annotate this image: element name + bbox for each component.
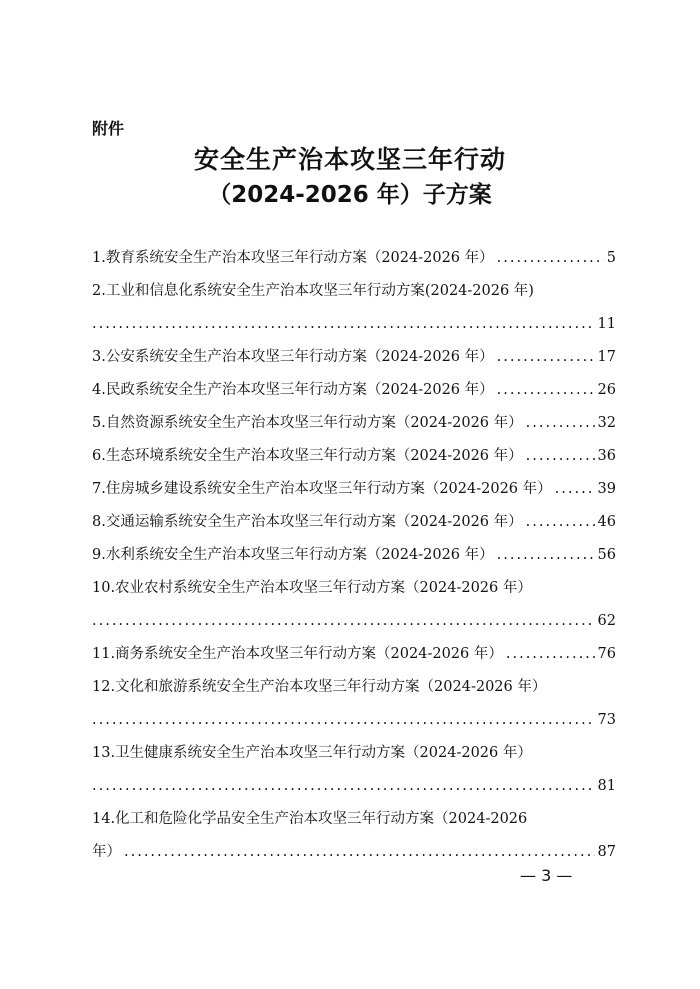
toc-page-number: 76 (597, 646, 616, 662)
toc-entry[interactable]: 9.水利系统安全生产治本攻坚三年行动方案（2024-2026 年） ..... 56 (92, 539, 616, 572)
toc-entry[interactable]: 14.化工和危险化学品安全生产治本攻坚三年行动方案（2024-2026 (92, 811, 528, 827)
toc-page-number: 36 (597, 448, 616, 464)
toc-entry[interactable]: 12.文化和旅游系统安全生产治本攻坚三年行动方案（2024-2026 年） (92, 679, 547, 695)
toc-entry[interactable]: 5.自然资源系统安全生产治本攻坚三年行动方案（2024-2026 年） ..... 32 (92, 407, 616, 440)
document-subtitle: （2024-2026 年）子方案 (208, 182, 492, 208)
toc-entry[interactable]: 4.民政系统安全生产治本攻坚三年行动方案（2024-2026 年） ..... 26 (92, 374, 616, 407)
toc-entry-continuation[interactable] (92, 308, 616, 341)
toc-entry[interactable]: 11.商务系统安全生产治本攻坚三年行动方案（2024-2026 年） ..... 76 (92, 638, 616, 671)
toc-entry[interactable]: 1.教育系统安全生产治本攻坚三年行动方案（2024-2026 年） ..... 5 (92, 242, 616, 275)
toc-page-number: 32 (597, 415, 616, 431)
toc-entry-continuation[interactable] (92, 770, 616, 803)
attachment-label: 附件 (92, 119, 125, 138)
toc-page-number: 5 (606, 250, 616, 266)
toc-entry[interactable]: 3.公安系统安全生产治本攻坚三年行动方案（2024-2026 年） ..... 17 (92, 341, 616, 374)
toc-entry[interactable]: 10.农业农村系统安全生产治本攻坚三年行动方案（2024-2026 年） (92, 580, 532, 596)
toc-page-number: 26 (597, 382, 616, 398)
toc-page-number: 39 (597, 481, 616, 497)
toc-page-number: 56 (597, 547, 616, 563)
toc-entry-continuation[interactable] (92, 605, 616, 638)
toc-entry[interactable]: 8.交通运输系统安全生产治本攻坚三年行动方案（2024-2026 年） ..... 46 (92, 506, 616, 539)
toc-page-number: 81 (597, 778, 616, 794)
toc-entry[interactable]: 2.工业和信息化系统安全生产治本攻坚三年行动方案(2024-2026 年) (92, 283, 534, 299)
toc-page-number: 17 (597, 349, 616, 365)
toc-entry-continuation[interactable]: 年） ..... 87 (92, 836, 616, 869)
toc-page-number: 73 (597, 712, 616, 728)
toc-entry[interactable]: 7.住房城乡建设系统安全生产治本攻坚三年行动方案（2024-2026 年） ..... 39 (92, 473, 616, 506)
toc-page-number: 62 (597, 613, 616, 629)
toc-entry-continuation[interactable] (92, 704, 616, 737)
toc-page-number: 87 (597, 844, 616, 860)
table-of-contents (92, 242, 616, 869)
toc-page-number: 46 (597, 514, 616, 530)
toc-entry[interactable]: 6.生态环境系统安全生产治本攻坚三年行动方案（2024-2026 年） ..... 36 (92, 440, 616, 473)
document-title: 安全生产治本攻坚三年行动 (193, 145, 506, 174)
page-number: — 3 — (520, 866, 573, 885)
toc-page-number: 11 (597, 316, 616, 332)
toc-entry[interactable]: 13.卫生健康系统安全生产治本攻坚三年行动方案（2024-2026 年） (92, 745, 532, 761)
